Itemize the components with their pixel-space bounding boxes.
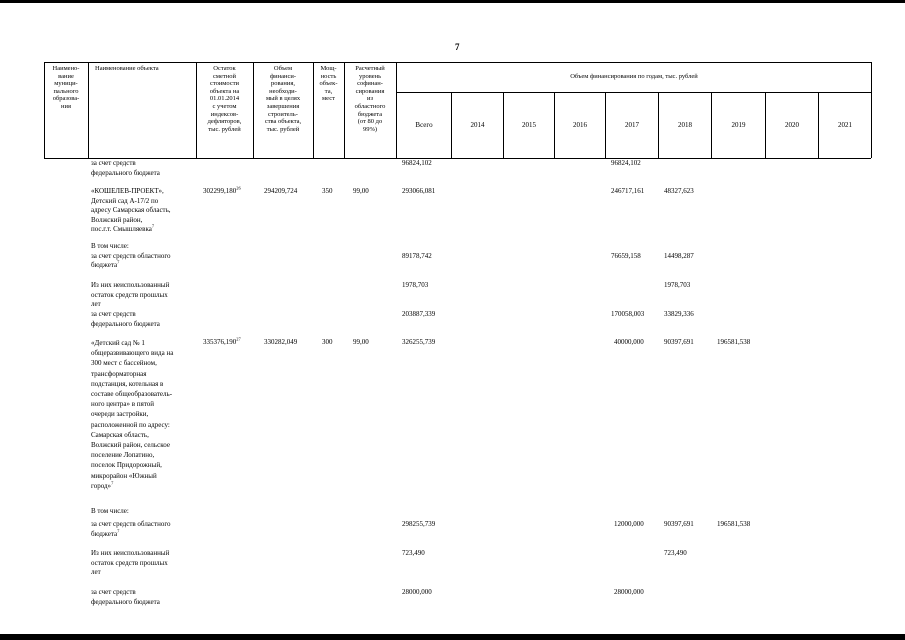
- row-capacity: 300: [322, 338, 333, 346]
- row-total: 298255,739: [402, 520, 436, 528]
- row-total: 1978,703: [402, 281, 429, 289]
- row-2018: 90397,691: [664, 520, 694, 528]
- row-label: Из них неиспользованный остаток средств прошлых лет: [91, 549, 170, 577]
- header-year-2020: 2020: [785, 121, 799, 129]
- row-cofinancing-level: 99,00: [353, 338, 369, 346]
- row-2018: 14498,287: [664, 252, 694, 260]
- row-label: за счет средств федерального бюджета: [91, 310, 160, 328]
- row-2017: 246717,161: [611, 187, 645, 195]
- row-cofinancing-level: 99,00: [353, 187, 369, 195]
- scan-border-bottom: [0, 634, 905, 640]
- row-label: Из них неиспользованный остаток средств прошлых лет: [91, 281, 170, 309]
- header-year-2017: 2017: [625, 121, 639, 129]
- header-year-2019: 2019: [731, 121, 746, 129]
- header-remaining-cost: Остаток сметной стоимости объекта на 01.01.2014 с учетом индексов- дефляторов, тыс. рублей: [207, 65, 242, 133]
- row-label: за счет средств федерального бюджета: [91, 588, 160, 606]
- header-year-2015: 2015: [522, 121, 536, 129]
- header-by-years: Объем финансирования по годам, тыс. рублей: [570, 73, 698, 80]
- row-total: 28000,000: [402, 588, 432, 596]
- row-total: 723,490: [402, 549, 425, 557]
- row-2017: 76659,158: [611, 252, 641, 260]
- page-number: 7: [455, 42, 460, 52]
- header-capacity: Мощ- ность объек- та, мест: [319, 65, 338, 103]
- row-2018: 90397,691: [664, 338, 694, 346]
- row-2017: 40000,000: [614, 338, 644, 346]
- row-label: В том числе: за счет средств областного бюджета$^7$: [91, 242, 171, 270]
- row-2017: 170058,003: [611, 310, 645, 318]
- row-2017: 12000,000: [614, 520, 644, 528]
- row-remaining-cost: 302299,180$^{26}$: [203, 185, 241, 195]
- row-2019: 196581,538: [717, 520, 751, 528]
- header-year-2018: 2018: [678, 121, 692, 129]
- row-total: 293066,081: [402, 187, 436, 195]
- row-2018: 33829,336: [664, 310, 694, 318]
- header-cofinancing-level: Расчетный уровень софинан- сирования из областного бюджета (от 80 до 99%): [354, 65, 386, 133]
- row-total: 326255,739: [402, 338, 436, 346]
- header-year-2014: 2014: [470, 121, 485, 129]
- row-total: 89178,742: [402, 252, 432, 260]
- row-label: за счет средств федерального бюджета: [91, 159, 160, 177]
- header-municipality: Наимено- вание муници- пального образова- ния: [52, 65, 80, 110]
- row-label: за счет средств областного бюджета$^7$: [91, 520, 171, 538]
- row-2018: 48327,623: [664, 187, 694, 195]
- row-capacity: 350: [322, 187, 333, 195]
- row-2017: 28000,000: [614, 588, 644, 596]
- row-total: 96824,102: [402, 159, 432, 167]
- row-2017: 96824,102: [611, 159, 641, 167]
- scan-border-top: [0, 0, 905, 3]
- row-label: В том числе:: [91, 507, 129, 515]
- header-financing-volume: Объем финанси- рования, необходи- мый в целях завершения строитель- ства объекта, тыс. рублей: [264, 65, 302, 133]
- header-object-name: Наименование объекта: [95, 65, 159, 72]
- header-total: Всего: [415, 121, 433, 129]
- header-year-2016: 2016: [573, 121, 587, 129]
- row-2018: 1978,703: [664, 281, 691, 289]
- row-financing-volume: 330282,049: [264, 338, 298, 346]
- row-label: «Детский сад № 1 общеразвивающего вида на 300 мест с бассейном, трансформаторная подстанция, котельная в составе общеобразователь- ного центра» в пятой очереди застройки, расположенной по адресу: Самарская область, Волжский район, сельское поселение Лопатино, поселок Придорожный, микрорайон «Южный город»$^7$: [91, 339, 174, 490]
- row-label: «КОШЕЛЕВ-ПРОЕКТ», Детский сад А-17/2 по адресу Самарская область, Волжский район, пос.г.т. Смышляевка$^7$: [91, 187, 171, 234]
- row-2018: 723,490: [664, 549, 687, 557]
- row-financing-volume: 294209,724: [264, 187, 298, 195]
- row-remaining-cost: 335376,190$^{27}$: [203, 336, 241, 346]
- row-total: 203887,339: [402, 310, 436, 318]
- header-year-2021: 2021: [838, 121, 852, 129]
- row-2019: 196581,538: [717, 338, 751, 346]
